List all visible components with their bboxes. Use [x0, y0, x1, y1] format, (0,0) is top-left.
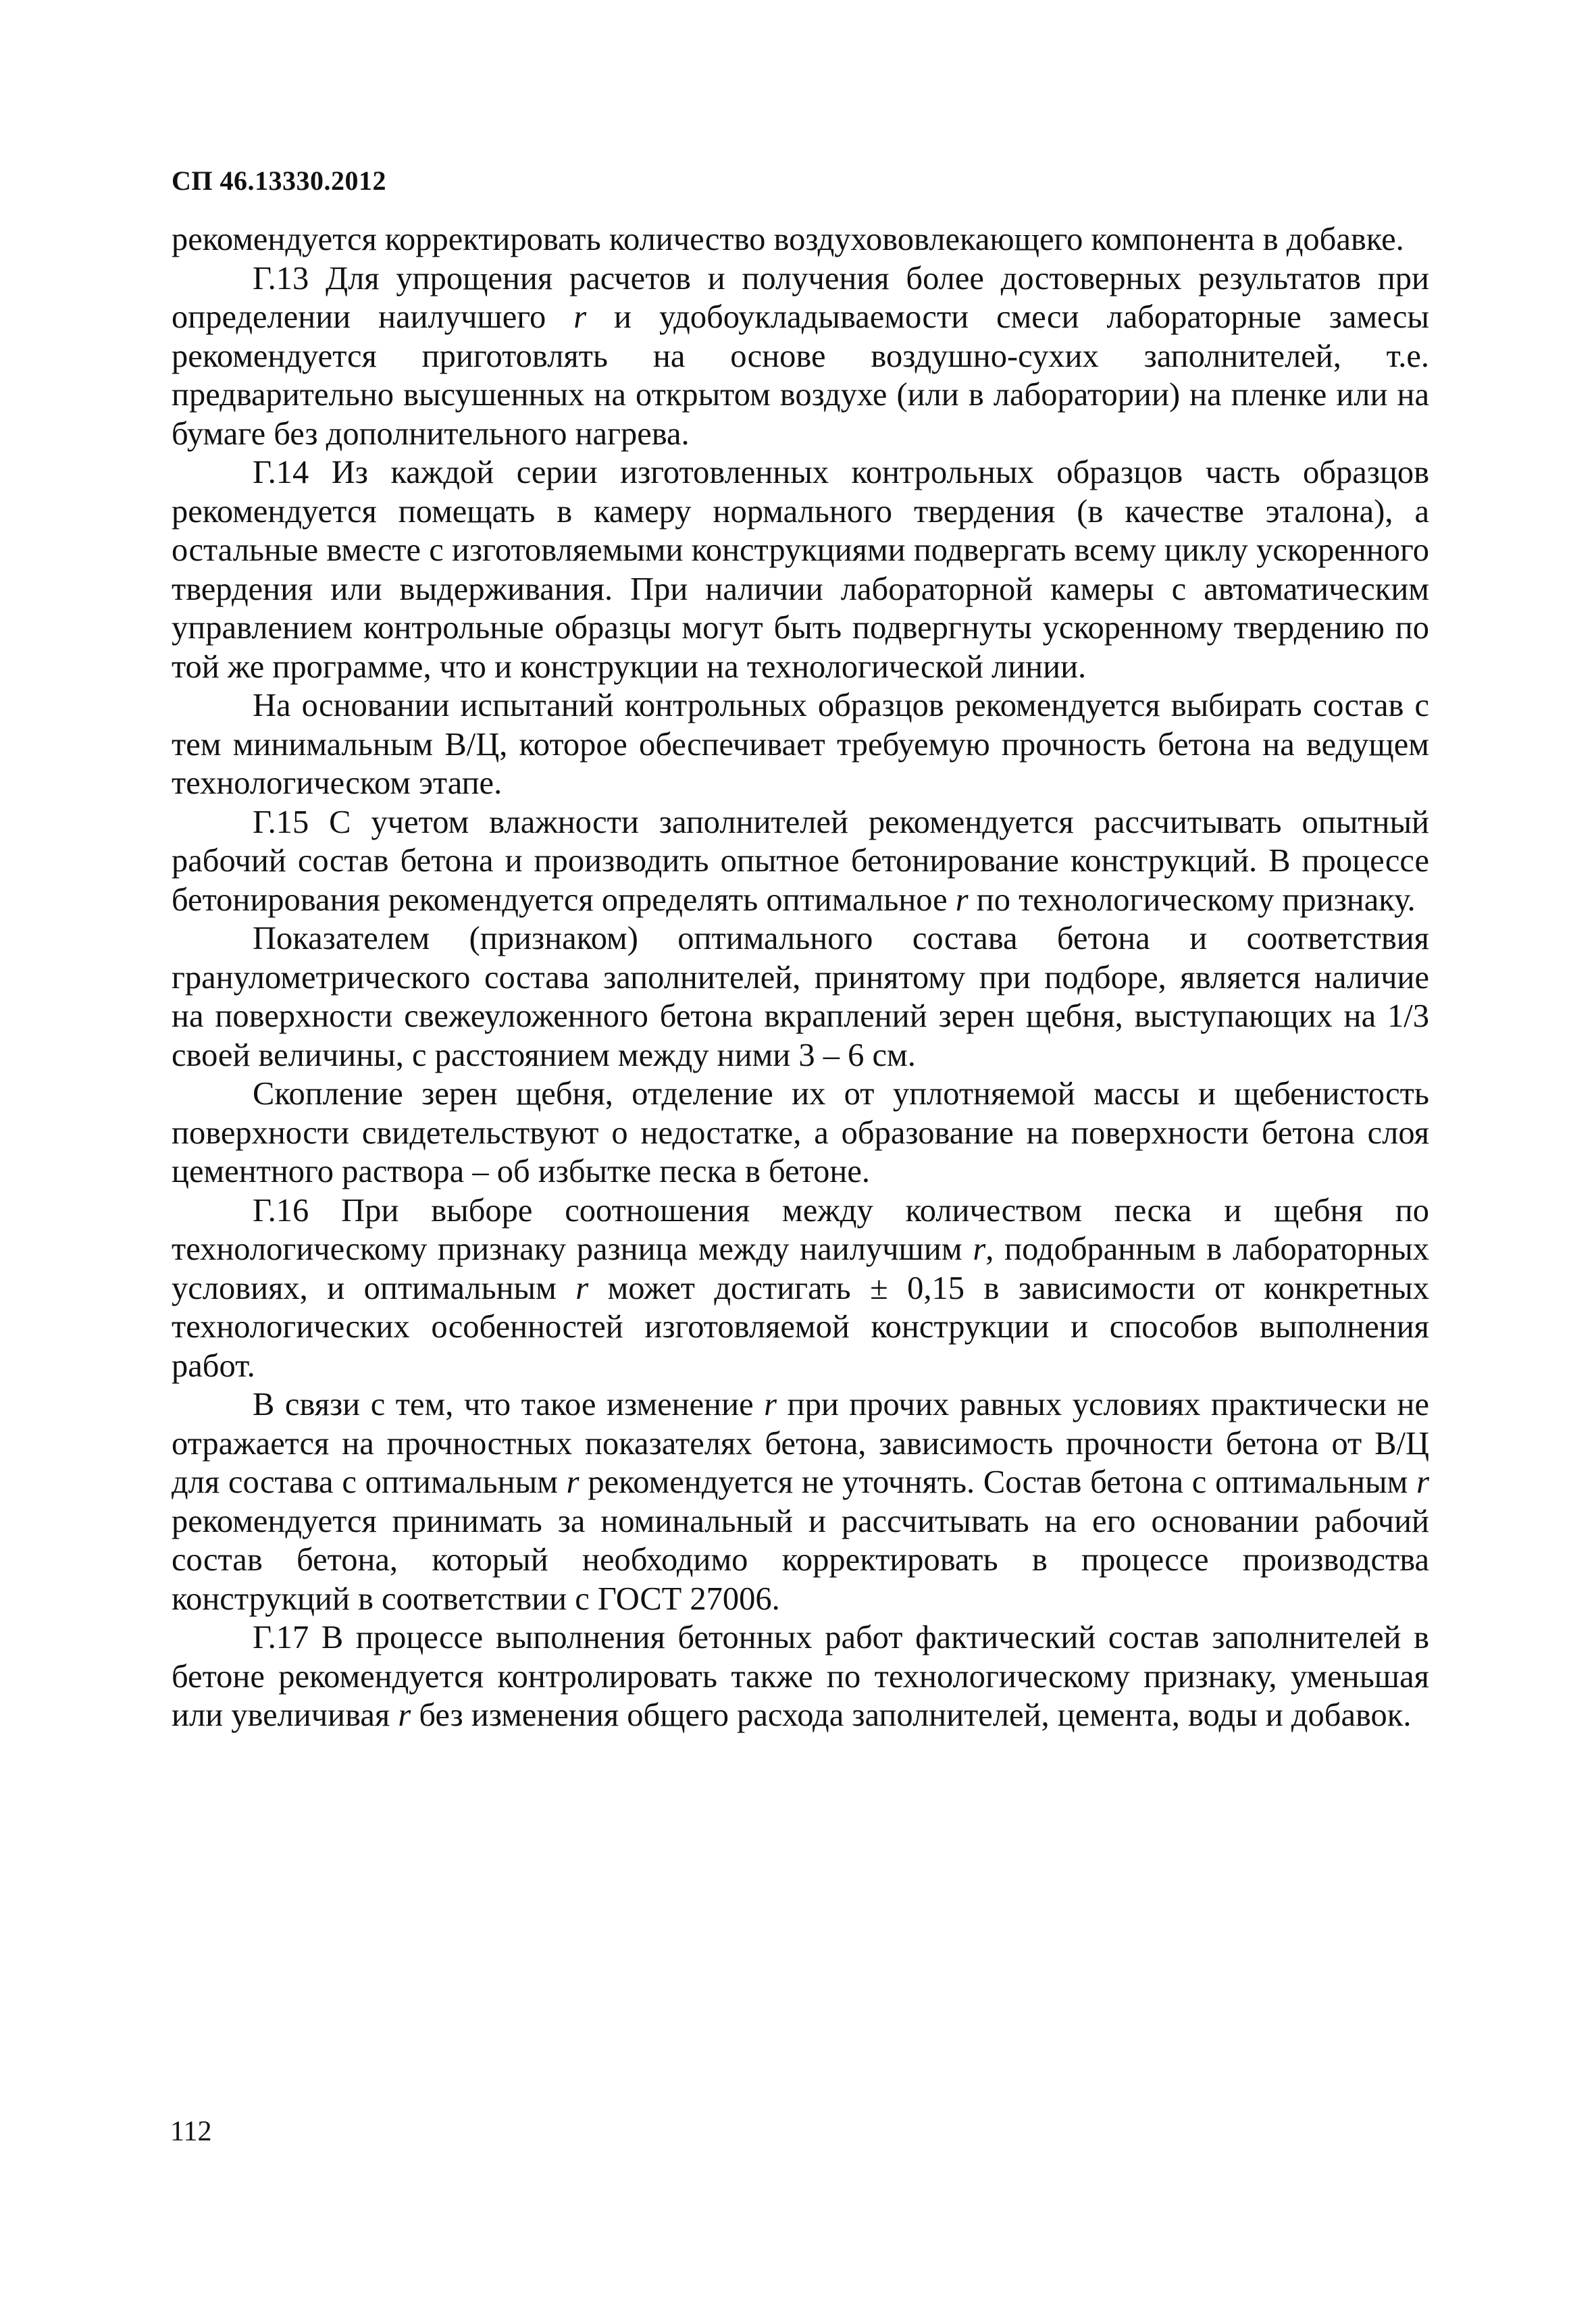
text-segment: при прочих равных условиях практически не отражается на прочностных показателях бетона, зависимость прочности бетона от В/Ц для состава с оптимальным: [172, 1387, 1429, 1500]
text-segment: На основании испытаний контрольных образцов рекомендуется выбирать состав с тем минимальным В/Ц, которое обеспечивает требуемую прочность бетона на ведущем технологическом этапе.: [172, 688, 1429, 801]
italic-variable: r: [1416, 1464, 1429, 1500]
italic-variable: r: [398, 1697, 411, 1733]
text-segment: рекомендуется корректировать количество воздухововлекающего компонента в добавке.: [172, 222, 1404, 257]
italic-variable: r: [955, 881, 969, 918]
paragraph: [172, 1385, 1429, 1618]
text-segment: Г.14 Из каждой серии изготовленных контрольных образцов часть образцов рекомендуется помещать в камеру нормального твердения (в качестве эталона), а остальные вместе с изготовляемыми конструкциями подвергать всему циклу ускоренного твердения или выдерживания. При наличии лабораторной камеры с автоматическим управлением контрольные образцы могут быть подвергнуты ускоренному твердению по той же программе, что и конструкции на технологической линии.: [172, 455, 1429, 685]
text-segment: Г.15 С учетом влажности заполнителей рекомендуется рассчитывать опытный рабочий состав бетона и производить опытное бетонирование конструкций. В процессе бетонирования рекомендуется определять оптимальное: [172, 804, 1429, 918]
paragraph: [172, 919, 1429, 1075]
paragraph: [172, 1075, 1429, 1191]
italic-variable: r: [566, 1464, 580, 1500]
italic-variable: r: [575, 1270, 589, 1306]
text-segment: рекомендуется не уточнять. Состав бетона с оптимальным: [579, 1464, 1417, 1500]
paragraph: [172, 220, 1429, 259]
text-segment: Скопление зерен щебня, отделение их от уплотняемой массы и щебенистость поверхности свидетельствуют о недостатке, а образование на поверхности бетона слоя цементного раствора – об избытке песка в бетоне.: [172, 1076, 1429, 1189]
document-body: [172, 220, 1429, 1735]
document-header: СП 46.13330.2012: [172, 165, 386, 196]
text-segment: по технологическому признаку.: [968, 881, 1416, 918]
italic-variable: r: [973, 1231, 986, 1267]
text-segment: Г.17 В процессе выполнения бетонных работ фактический состав заполнителей в бетоне рекомендуется контролировать также по технологическому признаку, уменьшая или увеличивая: [172, 1620, 1429, 1733]
text-segment: и удобоукладываемости смеси лабораторные замесы рекомендуется приготовлять на основе воздушно-сухих заполнителей, т.е. предварительно высушенных на открытом воздухе (или в лаборатории) на пленке или на бумаге без дополнительного нагрева.: [172, 299, 1429, 452]
text-segment: Г.13 Для упрощения расчетов и получения более достоверных результатов при определении наилучшего: [172, 260, 1429, 335]
page-number: 112: [170, 2116, 212, 2147]
paragraph: [172, 259, 1429, 454]
paragraph: [172, 1618, 1429, 1735]
italic-variable: r: [573, 299, 587, 335]
text-segment: Показателем (признаком) оптимального состава бетона и соответствия гранулометрического состава заполнителей, принятому при подборе, является наличие на поверхности свежеуложенного бетона вкраплений зерен щебня, выступающих на 1/3 своей величины, с расстоянием между ними 3 – 6 см.: [172, 921, 1429, 1073]
paragraph: [172, 1191, 1429, 1386]
text-segment: рекомендуется принимать за номинальный и рассчитывать на его основании рабочий состав бетона, который необходимо корректировать в процессе производства конструкций в соответствии с ГОСТ 27006.: [172, 1503, 1429, 1617]
text-segment: , подобранным в лабораторных условиях, и оптимальным: [172, 1231, 1429, 1306]
paragraph: [172, 453, 1429, 686]
text-segment: может достигать ± 0,15 в зависимости от конкретных технологических особенностей изготовляемой конструкции и способов выполнения работ.: [172, 1270, 1429, 1384]
text-segment: Г.16 При выборе соотношения между количеством песка и щебня по технологическому признаку разница между наилучшим: [172, 1192, 1429, 1267]
italic-variable: r: [764, 1387, 777, 1422]
paragraph: [172, 686, 1429, 803]
paragraph: [172, 803, 1429, 920]
text-segment: В связи с тем, что такое изменение: [253, 1387, 765, 1422]
text-segment: без изменения общего расхода заполнителей, цемента, воды и добавок.: [411, 1697, 1412, 1733]
